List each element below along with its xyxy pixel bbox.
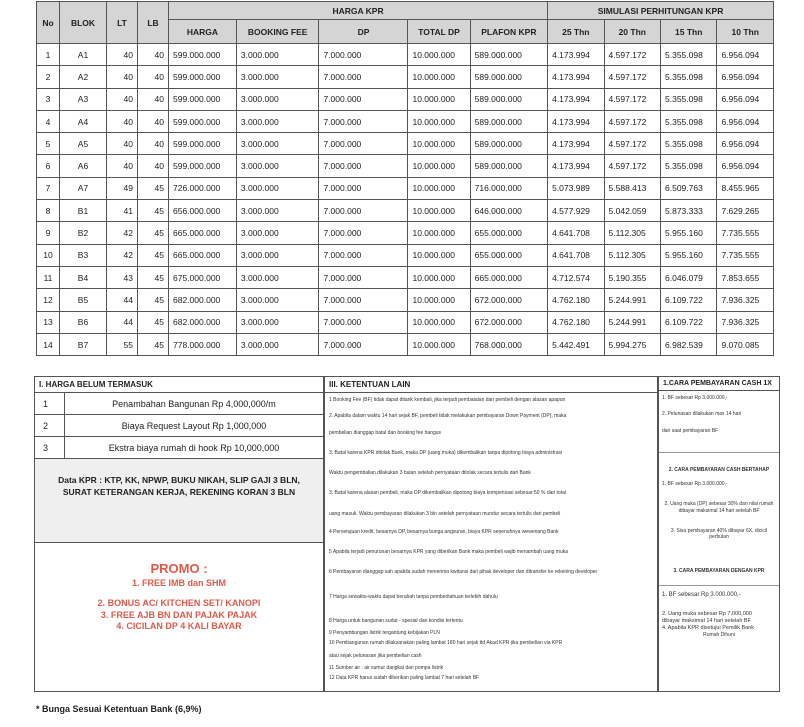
cell-dp: 7.000.000 bbox=[319, 110, 408, 132]
payment-line: 4. Apabila KPR disetujui Pemilik Bank bbox=[662, 624, 755, 631]
cell-harga: 726.000.000 bbox=[169, 177, 237, 199]
cell-harga: 599.000.000 bbox=[169, 88, 237, 110]
cell-plafon: 589.000.000 bbox=[470, 44, 547, 66]
cell-no: 5 bbox=[37, 133, 60, 155]
cell-harga: 599.000.000 bbox=[169, 155, 237, 177]
cell-blok: A6 bbox=[60, 155, 107, 177]
cell-no: 2 bbox=[37, 66, 60, 88]
term-line: 3. Batal karena KPR ditolak Bank, maka DP (uang muka) dikembalikan tanpa dipotong biaya administrasi bbox=[329, 449, 563, 456]
cell-t15: 5.355.098 bbox=[661, 88, 717, 110]
cell-blok: A1 bbox=[60, 44, 107, 66]
exclusions-panel bbox=[34, 376, 324, 692]
cell-dp: 7.000.000 bbox=[319, 88, 408, 110]
table-row bbox=[37, 311, 774, 333]
price-table bbox=[36, 1, 774, 356]
cell-t20: 5.994.275 bbox=[604, 333, 660, 355]
cell-t15: 6.982.539 bbox=[661, 333, 717, 355]
cell-no: 12 bbox=[37, 289, 60, 311]
cell-t25: 4.641.708 bbox=[548, 222, 604, 244]
payment-line: dari saat pembayaran BF bbox=[662, 427, 719, 434]
cell-t10: 7.936.325 bbox=[717, 311, 774, 333]
cell-total-dp: 10.000.000 bbox=[408, 66, 470, 88]
cell-blok: A4 bbox=[60, 110, 107, 132]
cell-lb: 40 bbox=[138, 44, 169, 66]
cell-dp: 7.000.000 bbox=[319, 200, 408, 222]
cell-booking: 3.000.000 bbox=[236, 133, 319, 155]
cell-dp: 7.000.000 bbox=[319, 44, 408, 66]
cell-plafon: 655.000.000 bbox=[470, 244, 547, 266]
cell-total-dp: 10.000.000 bbox=[408, 155, 470, 177]
cell-t25: 4.173.994 bbox=[548, 133, 604, 155]
cell-t20: 4.597.172 bbox=[604, 66, 660, 88]
payment-line: 3. Sisa pembayaran 40% dibayar 6X, dicicil perbulan bbox=[670, 527, 768, 540]
exclusions-title: I. HARGA BELUM TERMASUK bbox=[35, 377, 323, 393]
cell-harga: 665.000.000 bbox=[169, 244, 237, 266]
cell-t15: 5.355.098 bbox=[661, 110, 717, 132]
cell-t10: 7.853.655 bbox=[717, 266, 774, 288]
term-line: Waktu pengembalian dilakukan 3 bulan setelah pernyataan ditolak secara tertulis dari Bank bbox=[329, 470, 531, 476]
cell-lt: 42 bbox=[107, 244, 138, 266]
cell-booking: 3.000.000 bbox=[236, 66, 319, 88]
cell-lt: 55 bbox=[107, 333, 138, 355]
exclusion-text: Ekstra biaya rumah di hook Rp 10,000,000 bbox=[108, 442, 280, 453]
cell-lt: 40 bbox=[107, 110, 138, 132]
term-line: 10 Pembangunan rumah dilaksanakan paling lambat 180 hari sejak ttd Akad KPR jika pembelian via KPR bbox=[329, 640, 563, 647]
payment-line: 1. BF sebesar Rp 3.000.000,- bbox=[662, 591, 741, 598]
cell-plafon: 589.000.000 bbox=[470, 66, 547, 88]
cell-blok: B1 bbox=[60, 200, 107, 222]
cell-dp: 7.000.000 bbox=[319, 177, 408, 199]
cell-no: 6 bbox=[37, 155, 60, 177]
cell-lb: 40 bbox=[138, 133, 169, 155]
table-row bbox=[37, 244, 774, 266]
cell-t20: 4.597.172 bbox=[604, 110, 660, 132]
cell-t20: 5.588.413 bbox=[604, 177, 660, 199]
cell-t15: 5.355.098 bbox=[661, 44, 717, 66]
exclusion-text: Biaya Request Layout Rp 1,000,000 bbox=[121, 420, 267, 431]
term-line: 12 Data KPR harus sudah diberikan paling lambat 7 hari setelah BF bbox=[329, 675, 480, 681]
exclusion-text: Penambahan Bangunan Rp 4,000,000/m bbox=[112, 398, 276, 409]
exclusion-no: 1 bbox=[35, 393, 65, 414]
cell-no: 4 bbox=[37, 110, 60, 132]
cell-total-dp: 10.000.000 bbox=[408, 333, 470, 355]
cell-total-dp: 10.000.000 bbox=[408, 244, 470, 266]
cell-harga: 665.000.000 bbox=[169, 222, 237, 244]
cell-t20: 4.597.172 bbox=[604, 44, 660, 66]
cell-t20: 5.190.355 bbox=[604, 266, 660, 288]
cell-t10: 7.735.555 bbox=[717, 222, 774, 244]
col-no: No bbox=[37, 2, 60, 44]
cell-t25: 5.442.491 bbox=[548, 333, 604, 355]
term-line: atau sejak pelunasan jika pembelian cash bbox=[329, 652, 422, 659]
promo-item: 2. BONUS AC/ KITCHEN SET/ KANOPI bbox=[97, 598, 261, 608]
cell-t25: 4.641.708 bbox=[548, 244, 604, 266]
cell-dp: 7.000.000 bbox=[319, 222, 408, 244]
cell-harga: 682.000.000 bbox=[169, 289, 237, 311]
cell-no: 11 bbox=[37, 266, 60, 288]
col-harga: HARGA bbox=[169, 20, 237, 44]
promo-item: 4. CICILAN DP 4 KALI BAYAR bbox=[116, 621, 242, 632]
promo-title: PROMO : bbox=[150, 561, 208, 576]
cell-t20: 4.597.172 bbox=[604, 88, 660, 110]
cell-t15: 5.955.160 bbox=[661, 222, 717, 244]
cell-t10: 6.956.094 bbox=[717, 110, 774, 132]
cell-total-dp: 10.000.000 bbox=[408, 88, 470, 110]
payment-line: 1. BF sebesar Rp 3.000.000,- bbox=[662, 481, 728, 487]
table-row bbox=[37, 155, 774, 177]
cell-no: 7 bbox=[37, 177, 60, 199]
cell-t15: 5.355.098 bbox=[661, 133, 717, 155]
term-line: 6 Pembayaran dianggap sah apabila sudah menerima kwitansi dari pihak developer dan ditransfer ke rekening developer bbox=[329, 569, 598, 576]
cell-dp: 7.000.000 bbox=[319, 66, 408, 88]
group-harga-kpr: HARGA KPR bbox=[169, 2, 548, 20]
cell-t15: 6.109.722 bbox=[661, 311, 717, 333]
cell-t10: 6.956.094 bbox=[717, 66, 774, 88]
term-line: 4 Persetujuan kredit, besarnya DP, besarnya bunga angsuran, biaya KPR sepenuhnya wewenang Bank bbox=[329, 528, 559, 535]
payment-line: 1. BF sebesar Rp 3.000.000,- bbox=[662, 395, 728, 401]
cell-no: 14 bbox=[37, 333, 60, 355]
cell-lb: 40 bbox=[138, 155, 169, 177]
cell-harga: 599.000.000 bbox=[169, 133, 237, 155]
payment-line: 2. Pelunasan dilakukan max 14 hari bbox=[662, 411, 742, 418]
cell-harga: 599.000.000 bbox=[169, 44, 237, 66]
cell-lb: 45 bbox=[138, 289, 169, 311]
col-15-thn: 15 Thn bbox=[661, 20, 717, 44]
cell-lb: 40 bbox=[138, 110, 169, 132]
term-line: 7 Harga sewaktu-waktu dapat berubah tanpa pemberitahuan terlebih dahulu bbox=[329, 593, 498, 600]
cell-booking: 3.000.000 bbox=[236, 311, 319, 333]
cell-lt: 40 bbox=[107, 44, 138, 66]
exclusions-list bbox=[35, 393, 323, 459]
cell-t15: 5.355.098 bbox=[661, 66, 717, 88]
cell-dp: 7.000.000 bbox=[319, 311, 408, 333]
cell-lt: 43 bbox=[107, 266, 138, 288]
cell-t20: 5.112.305 bbox=[604, 222, 660, 244]
cell-booking: 3.000.000 bbox=[236, 177, 319, 199]
cell-total-dp: 10.000.000 bbox=[408, 266, 470, 288]
cell-lb: 45 bbox=[138, 333, 169, 355]
promo-item: 1. FREE IMB dan SHM bbox=[131, 578, 226, 588]
cell-total-dp: 10.000.000 bbox=[408, 311, 470, 333]
cell-t10: 6.956.094 bbox=[717, 44, 774, 66]
cell-t25: 4.173.994 bbox=[548, 88, 604, 110]
cell-harga: 599.000.000 bbox=[169, 110, 237, 132]
cell-dp: 7.000.000 bbox=[319, 155, 408, 177]
cell-total-dp: 10.000.000 bbox=[408, 289, 470, 311]
exclusion-no: 3 bbox=[35, 437, 65, 458]
term-line: 9 Penyambungan listrik tergantung kebijakan PLN bbox=[329, 630, 440, 636]
promo-item: 3. FREE AJB BN DAN PAJAK PAJAK bbox=[100, 609, 258, 620]
group-simulasi: SIMULASI PERHITUNGAN KPR bbox=[548, 2, 774, 20]
table-row bbox=[37, 222, 774, 244]
cell-t25: 4.173.994 bbox=[548, 155, 604, 177]
payment-bertahap-list bbox=[659, 481, 779, 540]
cell-no: 1 bbox=[37, 44, 60, 66]
cell-t10: 7.936.325 bbox=[717, 289, 774, 311]
table-row bbox=[37, 177, 774, 199]
cell-t25: 4.762.180 bbox=[548, 311, 604, 333]
cell-lb: 45 bbox=[138, 311, 169, 333]
col-25-thn: 25 Thn bbox=[548, 20, 604, 44]
cell-no: 9 bbox=[37, 222, 60, 244]
cell-dp: 7.000.000 bbox=[319, 266, 408, 288]
cell-t20: 5.042.059 bbox=[604, 200, 660, 222]
table-row bbox=[37, 333, 774, 355]
cell-t15: 5.355.098 bbox=[661, 155, 717, 177]
cell-total-dp: 10.000.000 bbox=[408, 44, 470, 66]
table-row bbox=[37, 200, 774, 222]
table-row bbox=[37, 110, 774, 132]
cell-plafon: 672.000.000 bbox=[470, 289, 547, 311]
payment-title-cash: 1.CARA PEMBAYARAN CASH 1X bbox=[659, 377, 779, 391]
cell-t15: 6.046.079 bbox=[661, 266, 717, 288]
term-line: uang masuk. Waktu pembayaran dilakukan 3 bln setelah pernyataan mundur secara tertulis dari pembeli bbox=[329, 510, 561, 517]
cell-lb: 45 bbox=[138, 177, 169, 199]
cell-blok: A5 bbox=[60, 133, 107, 155]
payment-line: 2. Uang muka sebesar Rp 7,000,000 bbox=[662, 611, 752, 617]
payment-panel bbox=[658, 376, 780, 692]
cell-lb: 45 bbox=[138, 200, 169, 222]
payment-line: 2. Uang muka (DP) sebesar 30% dari nilai rumah dibayar maksimal 14 hari setelah BF bbox=[664, 501, 774, 514]
terms-list bbox=[325, 393, 657, 689]
cell-t20: 5.112.305 bbox=[604, 244, 660, 266]
cell-total-dp: 10.000.000 bbox=[408, 200, 470, 222]
cell-booking: 3.000.000 bbox=[236, 200, 319, 222]
cell-t10: 9.070.085 bbox=[717, 333, 774, 355]
cell-lb: 45 bbox=[138, 222, 169, 244]
cell-plafon: 589.000.000 bbox=[470, 88, 547, 110]
table-row bbox=[37, 44, 774, 66]
promo-block bbox=[35, 543, 323, 633]
cell-t25: 4.173.994 bbox=[548, 66, 604, 88]
cell-t10: 6.956.094 bbox=[717, 133, 774, 155]
term-line: 2. Apabila dalam waktu 14 hari sejak BF, pembeli tidak melakukan pembayaran Down Payment (DP), maka bbox=[329, 413, 567, 420]
col-blok: BLOK bbox=[60, 2, 107, 44]
cell-blok: B3 bbox=[60, 244, 107, 266]
col-20-thn: 20 Thn bbox=[604, 20, 660, 44]
payment-title-bertahap: 2. CARA PEMBAYARAN CASH BERTAHAP bbox=[659, 452, 779, 481]
cell-blok: B7 bbox=[60, 333, 107, 355]
cell-lt: 44 bbox=[107, 289, 138, 311]
cell-total-dp: 10.000.000 bbox=[408, 133, 470, 155]
cell-plafon: 589.000.000 bbox=[470, 110, 547, 132]
cell-lt: 40 bbox=[107, 66, 138, 88]
cell-booking: 3.000.000 bbox=[236, 110, 319, 132]
col-dp: DP bbox=[319, 20, 408, 44]
col-booking-fee: BOOKING FEE bbox=[236, 20, 319, 44]
cell-lt: 49 bbox=[107, 177, 138, 199]
cell-t15: 6.109.722 bbox=[661, 289, 717, 311]
cell-lt: 40 bbox=[107, 88, 138, 110]
table-row bbox=[37, 266, 774, 288]
cell-lt: 41 bbox=[107, 200, 138, 222]
cell-no: 10 bbox=[37, 244, 60, 266]
cell-harga: 675.000.000 bbox=[169, 266, 237, 288]
cell-booking: 3.000.000 bbox=[236, 44, 319, 66]
cell-plafon: 589.000.000 bbox=[470, 133, 547, 155]
cell-dp: 7.000.000 bbox=[319, 133, 408, 155]
cell-t25: 4.577.929 bbox=[548, 200, 604, 222]
cell-t20: 4.597.172 bbox=[604, 133, 660, 155]
cell-booking: 3.000.000 bbox=[236, 266, 319, 288]
cell-lt: 44 bbox=[107, 311, 138, 333]
cell-booking: 3.000.000 bbox=[236, 155, 319, 177]
cell-t10: 7.735.555 bbox=[717, 244, 774, 266]
cell-blok: A2 bbox=[60, 66, 107, 88]
payment-cash-list bbox=[659, 391, 779, 438]
cell-plafon: 665.000.000 bbox=[470, 266, 547, 288]
payment-line: dibayar maksimal 14 hari setelah BF bbox=[662, 617, 751, 624]
cell-dp: 7.000.000 bbox=[319, 333, 408, 355]
terms-panel bbox=[324, 376, 658, 692]
exclusion-row bbox=[35, 415, 323, 437]
col-lt: LT bbox=[107, 2, 138, 44]
cell-plafon: 646.000.000 bbox=[470, 200, 547, 222]
col-total-dp: TOTAL DP bbox=[408, 20, 470, 44]
col-plafon-kpr: PLAFON KPR bbox=[470, 20, 547, 44]
table-row bbox=[37, 133, 774, 155]
cell-blok: A3 bbox=[60, 88, 107, 110]
cell-harga: 656.000.000 bbox=[169, 200, 237, 222]
cell-plafon: 655.000.000 bbox=[470, 222, 547, 244]
cell-lb: 40 bbox=[138, 88, 169, 110]
term-line: 5 Apabila terjadi penurunan besarnya KPR yang diberikan Bank maka pembeli wajib menambah uang muka bbox=[329, 549, 569, 555]
cell-t15: 5.955.160 bbox=[661, 244, 717, 266]
table-row bbox=[37, 289, 774, 311]
exclusion-row bbox=[35, 437, 323, 459]
cell-t25: 4.762.180 bbox=[548, 289, 604, 311]
cell-harga: 682.000.000 bbox=[169, 311, 237, 333]
payment-kpr-list bbox=[659, 585, 779, 638]
term-line: 8 Harga untuk bangunan sudut - spesial dan kondisi tertentu bbox=[329, 617, 463, 624]
cell-lt: 40 bbox=[107, 155, 138, 177]
cell-harga: 599.000.000 bbox=[169, 66, 237, 88]
cell-t15: 6.509.763 bbox=[661, 177, 717, 199]
cell-t15: 5.873.333 bbox=[661, 200, 717, 222]
cell-lb: 45 bbox=[138, 244, 169, 266]
cell-harga: 778.000.000 bbox=[169, 333, 237, 355]
cell-plafon: 768.000.000 bbox=[470, 333, 547, 355]
cell-blok: B5 bbox=[60, 289, 107, 311]
cell-booking: 3.000.000 bbox=[236, 244, 319, 266]
kpr-docs: Data KPR : KTP, KK, NPWP, BUKU NIKAH, SLIP GAJI 3 BLN, SURAT KETERANGAN KERJA, REKENING KORAN 3 BLN bbox=[35, 459, 323, 543]
cell-plafon: 672.000.000 bbox=[470, 311, 547, 333]
cell-booking: 3.000.000 bbox=[236, 289, 319, 311]
term-line: 3. Batal karena alasan pembeli, maka DP dikembalikan dipotong biaya kompensasi sebesar 50 % dari total bbox=[329, 490, 566, 497]
terms-title: III. KETENTUAN LAIN bbox=[325, 377, 657, 393]
term-line: 1 Booking Fee (BF) tidak dapat ditarik kembali, jika terjadi pembatalan dari pembeli dengan alasan apapun bbox=[329, 397, 566, 403]
cell-total-dp: 10.000.000 bbox=[408, 177, 470, 199]
cell-plafon: 589.000.000 bbox=[470, 155, 547, 177]
cell-booking: 3.000.000 bbox=[236, 333, 319, 355]
cell-blok: A7 bbox=[60, 177, 107, 199]
cell-t20: 4.597.172 bbox=[604, 155, 660, 177]
col-10-thn: 10 Thn bbox=[717, 20, 774, 44]
cell-blok: B2 bbox=[60, 222, 107, 244]
cell-t10: 8.455.965 bbox=[717, 177, 774, 199]
cell-t10: 6.956.094 bbox=[717, 88, 774, 110]
term-line: 11 Sumber air : air sumur dangkal dan pompa listrik bbox=[329, 664, 444, 671]
cell-lb: 45 bbox=[138, 266, 169, 288]
term-line: pembelian dianggap batal dan booking fee hangus bbox=[329, 429, 442, 436]
table-row bbox=[37, 66, 774, 88]
footnote: * Bunga Sesuai Ketentuan Bank (6,9%) bbox=[36, 704, 202, 714]
cell-blok: B6 bbox=[60, 311, 107, 333]
exclusion-no: 2 bbox=[35, 415, 65, 436]
cell-no: 13 bbox=[37, 311, 60, 333]
cell-no: 3 bbox=[37, 88, 60, 110]
cell-t10: 6.956.094 bbox=[717, 155, 774, 177]
cell-dp: 7.000.000 bbox=[319, 289, 408, 311]
payment-line: Rumah Dihuni bbox=[703, 631, 735, 638]
cell-dp: 7.000.000 bbox=[319, 244, 408, 266]
cell-t25: 5.073.989 bbox=[548, 177, 604, 199]
payment-title-kpr: 3. CARA PEMBAYARAN DENGAN KPR bbox=[673, 568, 765, 575]
cell-booking: 3.000.000 bbox=[236, 222, 319, 244]
cell-total-dp: 10.000.000 bbox=[408, 110, 470, 132]
cell-no: 8 bbox=[37, 200, 60, 222]
exclusion-row bbox=[35, 393, 323, 415]
cell-t10: 7.629.265 bbox=[717, 200, 774, 222]
col-lb: LB bbox=[138, 2, 169, 44]
cell-t25: 4.173.994 bbox=[548, 110, 604, 132]
cell-total-dp: 10.000.000 bbox=[408, 222, 470, 244]
cell-t25: 4.712.574 bbox=[548, 266, 604, 288]
cell-lt: 42 bbox=[107, 222, 138, 244]
cell-t25: 4.173.994 bbox=[548, 44, 604, 66]
cell-plafon: 716.000.000 bbox=[470, 177, 547, 199]
cell-booking: 3.000.000 bbox=[236, 88, 319, 110]
cell-t20: 5.244.991 bbox=[604, 289, 660, 311]
cell-lt: 40 bbox=[107, 133, 138, 155]
cell-lb: 40 bbox=[138, 66, 169, 88]
cell-blok: B4 bbox=[60, 266, 107, 288]
table-row bbox=[37, 88, 774, 110]
cell-t20: 5.244.991 bbox=[604, 311, 660, 333]
